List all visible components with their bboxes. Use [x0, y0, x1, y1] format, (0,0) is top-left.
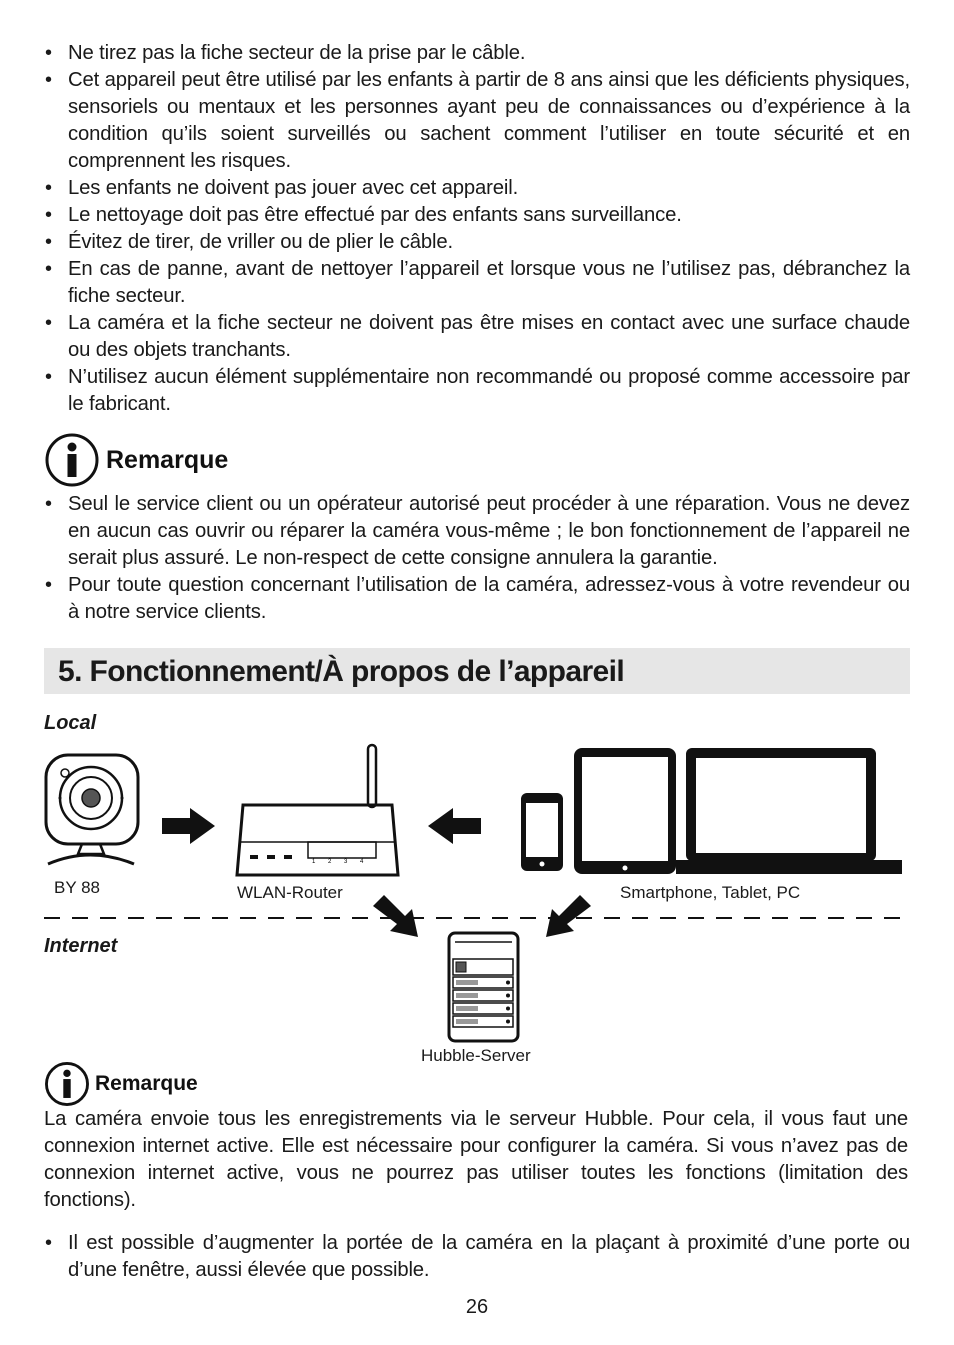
server-label: Hubble-Server	[421, 1046, 531, 1065]
note-list	[44, 491, 910, 626]
tablet-icon	[574, 748, 676, 874]
laptop-icon	[676, 748, 902, 874]
list-item: • Seul le service client ou un opérateur autorisé peut procéder à une réparation. Vous ne devez en aucun cas ouvrir ou réparer la caméra vous-même ; le bon fonctionnement de l’appareil ne serait plus assuré. Le non-respect de cette consigne annulera la garantie.	[44, 491, 910, 572]
list-item: • La caméra et la fiche secteur ne doivent pas être mises en contact avec une surface chaude ou des objets tranchants.	[44, 310, 910, 364]
arrow-right-icon	[162, 808, 215, 844]
note-list	[44, 1230, 910, 1284]
camera-label: BY 88	[54, 878, 101, 897]
router-port-number: 4	[360, 859, 364, 865]
info-icon	[44, 1061, 90, 1107]
server-icon	[449, 933, 518, 1041]
note-title: Remarque	[95, 1072, 198, 1095]
list-item: • Les enfants ne doivent pas jouer avec cet appareil.	[44, 175, 910, 202]
router-port-number: 1	[312, 859, 316, 865]
note-paragraph: La caméra envoie tous les enregistrements via le serveur Hubble. Pour cela, il vous faut une connexion internet active. Elle est nécessaire pour configurer la caméra. Si vous n’avez pas de connexion internet active, vous ne pourrez pas utiliser toutes les fonctions (limitation des fonctions).	[44, 1108, 908, 1211]
list-item: • N’utilisez aucun élément supplémentaire non recommandé ou proposé comme accessoire par le fabricant.	[44, 364, 910, 418]
list-item: • Évitez de tirer, de vriller ou de plier le câble.	[44, 229, 910, 256]
devices-label: Smartphone, Tablet, PC	[620, 883, 801, 902]
note-heading	[44, 1061, 198, 1107]
safety-list	[44, 40, 910, 418]
list-item: • Il est possible d’augmenter la portée de la caméra en la plaçant à proximité d’une porte ou d’une fenêtre, aussi élevée que possible.	[44, 1230, 910, 1284]
arrow-down-right-icon	[373, 895, 418, 937]
list-item: • En cas de panne, avant de nettoyer l’appareil et lorsque vous ne l’utilisez pas, débranchez la fiche secteur.	[44, 256, 910, 310]
list-item: • Cet appareil peut être utilisé par les enfants à partir de 8 ans ainsi que les déficients physiques, sensoriels ou mentaux et les personnes ayant peu de connaissances ou d’expérience à la condition qu’ils soient surveillés ou sachent comment l’utiliser en toute sécurité et en comprennent les risques.	[44, 67, 910, 175]
router-icon	[237, 745, 398, 875]
note-title: Remarque	[106, 445, 229, 474]
list-item: • Pour toute question concernant l’utilisation de la caméra, adressez-vous à votre revendeur ou à notre service clients.	[44, 572, 910, 626]
section-title: 5. Fonctionnement/À propos de l’appareil	[58, 655, 625, 688]
section-heading	[44, 648, 910, 694]
camera-icon	[46, 755, 138, 864]
note-heading	[44, 432, 228, 488]
zone-internet-label: Internet	[44, 935, 118, 957]
arrow-left-icon	[428, 808, 481, 844]
arrow-down-left-icon	[546, 895, 591, 937]
info-icon	[44, 432, 100, 488]
page-number: 26	[465, 1296, 489, 1318]
list-item: • Ne tirez pas la fiche secteur de la prise par le câble.	[44, 40, 910, 67]
zone-local-label: Local	[44, 712, 97, 734]
router-port-number: 2	[328, 859, 332, 865]
list-item: • Le nettoyage doit pas être effectué par des enfants sans surveillance.	[44, 202, 910, 229]
smartphone-icon	[521, 793, 563, 871]
router-label: WLAN-Router	[237, 883, 343, 902]
router-port-number: 3	[344, 859, 348, 865]
